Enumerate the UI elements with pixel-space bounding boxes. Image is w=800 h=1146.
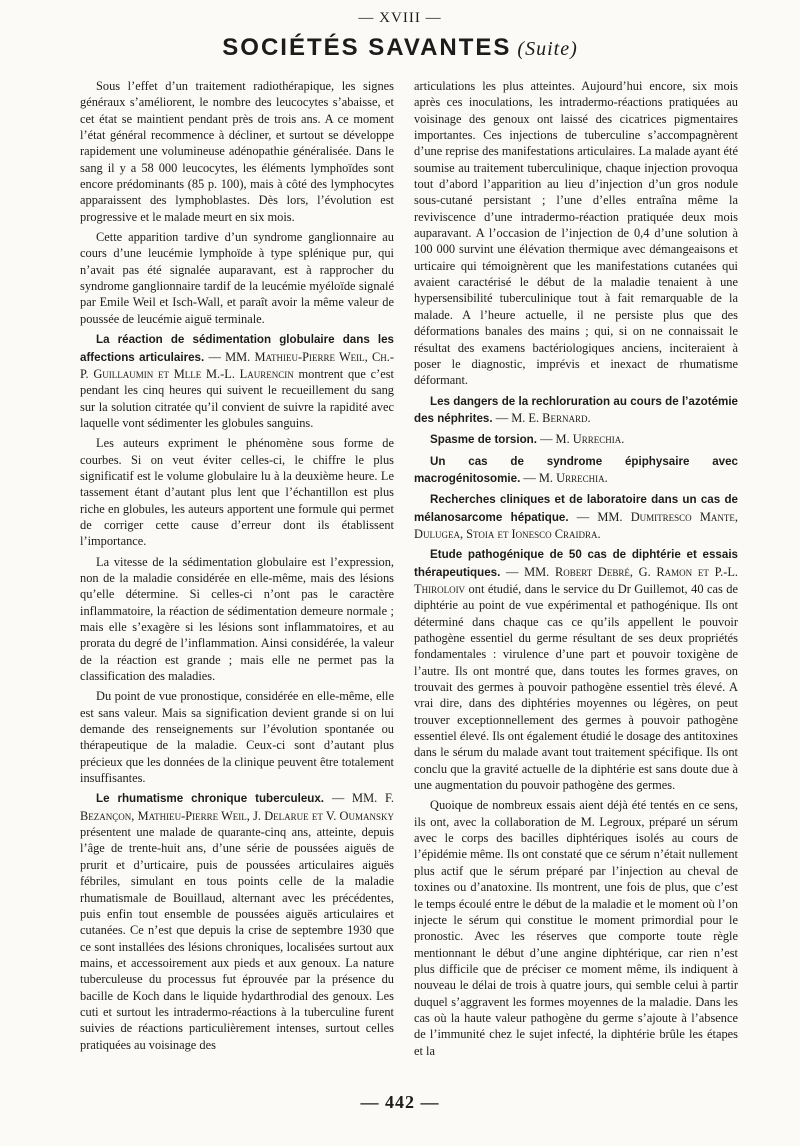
article-entry	[414, 453, 738, 488]
section-title-text: SOCIÉTÉS SAVANTES	[222, 34, 512, 61]
article-text: montrent que c’est pendant les cinq heures qui suivent le recueillement du sang sur la solution citratée qu’il convient de suivre la rapidité avec laquelle vont sédimenter les globules sanguins.	[80, 366, 394, 430]
section-title	[0, 34, 800, 62]
article-title: Un cas de syndrome épiphysaire avec macrogénitosomie.	[414, 454, 738, 485]
article-title: Spasme de torsion.	[430, 433, 537, 447]
paragraph: Cette apparition tardive d’un syndrome ganglionnaire au cours d’une leucémie lymphoïde à type splénique pur, qui n’avait pas été signalée auparavant, est à rapprocher du syndrome ganglionnaire tardif de la leucémie myéloïde signalé par Emile Weil et Isch-Wall, et paraît avoir la même valeur de poussée de leucémie aiguë terminale.	[80, 230, 394, 326]
article-entry	[414, 491, 738, 542]
left-column	[80, 78, 394, 1053]
article-entry	[414, 393, 738, 428]
paragraph: articulations les plus atteintes. Aujourd’hui encore, six mois après ces inoculations, les intradermo-réactions pratiquées au voisinage des genoux ont laissé des cicatrices pigmentaires importantes. Ces injections de tuberculine s’accompagnèrent d’une reprise des manifestations articulaires. La malade ayant été soumise au traitement tuberculinique, chaque injection provoqua tout d’abord l’apparition au lieu d’injection d’un gros nodule sous-cutané persistant ; l’une d’elles entraîna même la reviviscence d’une intradermo-réaction pratiquée deux mois auparavant. A l’occasion de l’injection de 0,4 d’une solution à 100 000 survint une élévation thermique avec démangeaisons et urticaire qui témoignèrent que les manifestations cutanées qui avaient caractérisé le début de la maladie tenaient à une hypersensibilité tuberculinique tout à fait remarquable de la malade. A l’heure actuelle, il ne persiste plus que des déformations banales des mains ; qui, si on ne connaissait le résultat des examens bactériologiques anciens, inciteraient à poser le diagnostic, imprévis et inexact de rhumatisme déformant.	[414, 79, 738, 388]
article-entry	[414, 431, 738, 448]
article-entry	[80, 790, 394, 1053]
running-head: — XVIII —	[358, 10, 442, 26]
article-title: Etude pathogénique de 50 cas de diphtérie et essais thérapeutiques.	[414, 548, 738, 579]
article-entry	[414, 546, 738, 793]
article-text: ont étudié, dans le service du Dr Guillemot, 40 cas de diphtérie au point de vue expérimental et pathogénique. Ils ont déterminé dans chaque cas ce qu’ils appellent le pouvoir pathogène essentiel du germe résultant de ses deux propriétés fondamentales : virulence d’une part et pouvoir toxigène de l’autre. Ils ont montré que, dans toutes les formes graves, on trouvait des germes à pouvoir pathogène essentiel très élevé. A vrai dire, dans des diphtéries moyennes ou légères, on peut trouver exceptionnellement des germes à pouvoir pathogène essentiel élevé. Ils ont également étudié le dosage des antitoxines dans le sérum du malade avant tout traitement spécifique. Ils ont conclu que la gravité actuelle de la diphtérie est sans doute due à une augmentation du pouvoir pathogène des germes.	[414, 581, 738, 793]
article-authors: — M. E. Bernard.	[495, 410, 591, 425]
article-authors: — M. Urrechia.	[523, 470, 608, 485]
paragraph: Les auteurs expriment le phénomène sous forme de courbes. Si on veut éviter celles-ci, le chiffre le plus significatif est le volume globulaire lu à la deuxième heure. Le tassement étant d’autant plus lent que l’échantillon est plus riche en globules, les auteurs apportent une formule qui permet de corriger cette cause d’erreur dont ils établissent l’importance.	[80, 436, 394, 549]
article-authors: — MM. F. Bezançon, Mathieu-Pierre Weil, J. Delarue et V. Oumansky	[80, 791, 394, 823]
page-number: — 442 —	[360, 1092, 440, 1112]
article-entry	[80, 331, 394, 431]
paragraph: Du point de vue pronostique, considérée en elle-même, elle est sans valeur. Mais sa signification devient grande si on lui demande des renseignements sur l’évolution spontanée ou thérapeutique de la maladie. Ceux-ci sont d’autant plus précieux que les données de la clinique peuvent être totalement insuffisantes.	[80, 689, 394, 786]
section-title-suffix: (Suite)	[517, 38, 578, 60]
article-title: Les dangers de la rechloruration au cours de l’azotémie des néphrites.	[414, 394, 738, 425]
article-authors: — MM. Mathieu-Pierre Weil, Ch.-P. Guillaumin et Mlle M.-L. Laurencin	[80, 349, 394, 381]
paragraph: La vitesse de la sédimentation globulaire est l’expression, non de la maladie considérée en elle-même, mais des lésions qu’elle détermine. Si celles-ci n’ont pas le caractère inflammatoire, la réaction de sédimentation demeure normale ; mais elle s’exagère si les lésions sont inflammatoires, et au prorata du degré de l’inflammation. Ainsi considérée, la valeur de la réaction est grande ; mais elle ne permet pas la classification des maladies.	[80, 554, 394, 684]
article-authors: — MM. Robert Debré, G. Ramon et P.-L. Thiroloiv	[414, 564, 738, 596]
right-column	[414, 78, 738, 1059]
article-authors: — MM. Dumitresco Mante, Dulugea, Stoia et Ionesco Craidra.	[414, 509, 738, 541]
article-text: présentent une malade de quarante-cinq ans, atteinte, depuis l’âge de trente-huit ans, d’une série de poussées aiguës de prurit et d’urticaire, puis de poussées articulaires aiguës fébriles, simulant en tous points celle de la maladie rhumatismale de Bouillaud, alternant avec les précédentes, puis enfin tout ensemble de poussées aiguës articulaires et cutanées. Ce n’est que depuis la crise de septembre 1930 que ce sont installées des lésions chroniques, localisées surtout aux mains, et accessoirement aux pieds et aux genoux. La nature tuberculeuse du processus fut éprouvée par la présence du bacille de Koch dans le liquide hydarthrodial des genoux. Les cuti et surtout les intradermo-réactions à la tuberculine furent suivies de réactions particulièrement intenses, surtout celles pratiquées au voisinage des	[80, 825, 394, 1052]
article-title: La réaction de sédimentation globulaire dans les affections articulaires.	[80, 333, 394, 364]
article-authors: — M. Urrechia.	[540, 432, 625, 447]
article-title: Le rhumatisme chronique tuberculeux.	[96, 792, 325, 806]
article-title: Recherches cliniques et de laboratoire dans un cas de mélanosarcome hépatique.	[414, 493, 738, 524]
paragraph: Sous l’effet d’un traitement radiothérapique, les signes généraux s’améliorent, le nombre des leucocytes s’abaisse, et cet état se maintient pendant près de trois ans. A ce moment l’état général recommence à décliner, et surtout se développe rapidement une volumineuse adénopathie généralisée. Dans le sang il y a 58 000 leucocytes, les éléments lymphoïdes sont encore prédominants (85 p. 100), mais à côté des lymphocytes apparaissent des lymphoblastes. Dès lors, l’évolution est progressive et le malade meurt en six mois.	[80, 79, 394, 224]
paragraph: Quoique de nombreux essais aient déjà été tentés en ce sens, ils ont, avec la collaboration de M. Legroux, préparé un sérum avec le corps des bacilles diphtériques isolés au cours de l’épidémie même. Ils ont constaté que ce sérum n’était nullement plus actif que le sérum préparé par l’injection au cheval de toxines ou d’anatoxine. Ils montrent, une fois de plus, que c’est le temps écoulé entre le début de la maladie et le moment où l’on injecte le sérum qui constitue le moment primordial pour le pronostic. Avec les réserves que comporte toute règle mentionnant le début d’une angine diphtérique, car rien n’est plus difficile que de préciser ce moment même, ils indiquent à nouveau le délai de trois à quatre jours, qui semble celui à partir duquel s’aggravent les formes moyennes de la maladie. Dans les cas où la haute valeur pathogène du germe s’ajoute à l’absence de l’immunité chez le sujet infecté, la diphtérie brûle les étapes et la	[414, 798, 738, 1058]
